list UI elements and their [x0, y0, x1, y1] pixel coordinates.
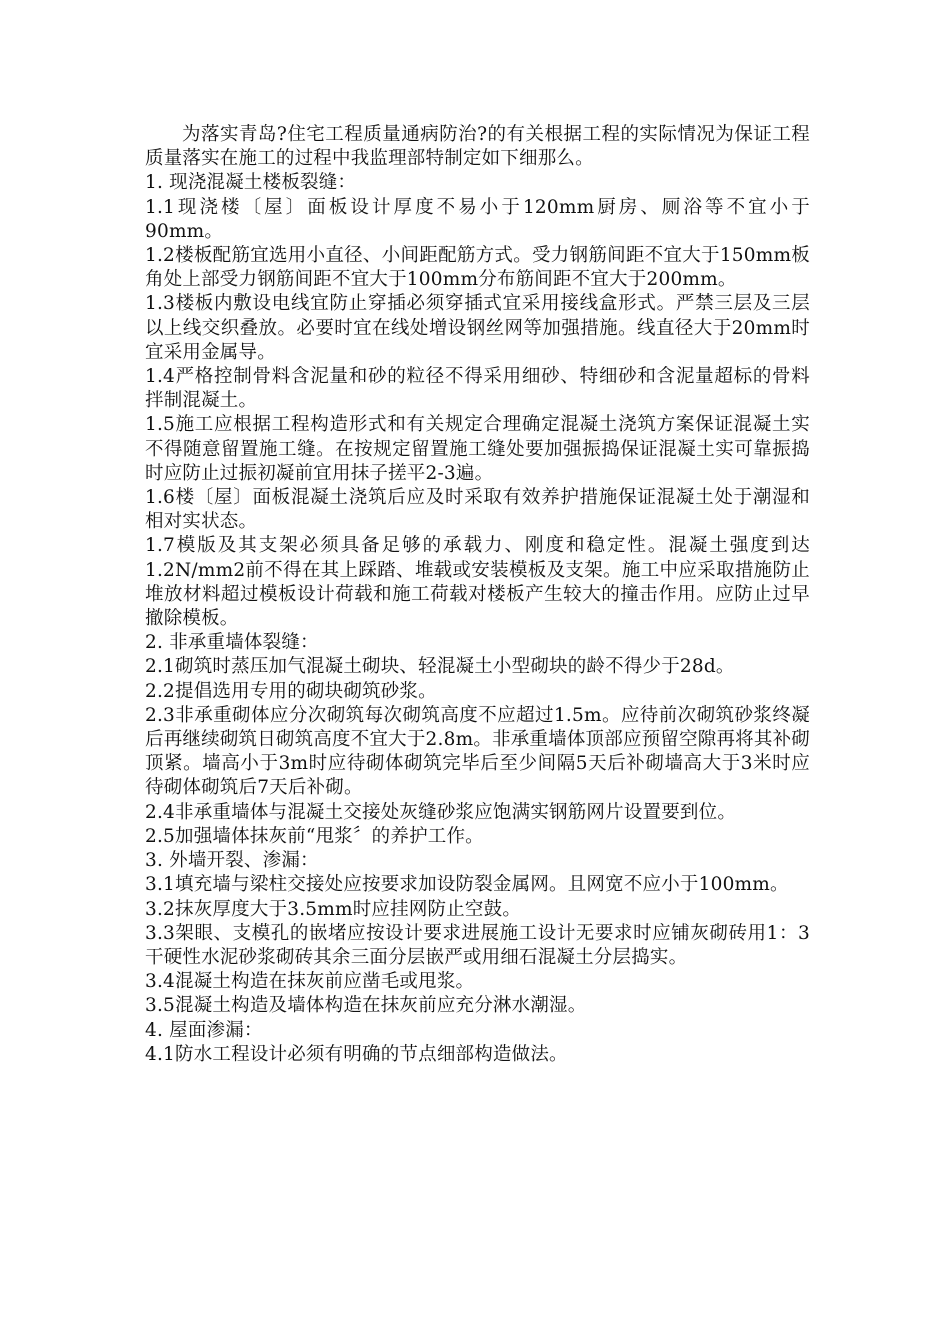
clause-3-5: 3.5混凝土构造及墙体构造在抹灰前应充分淋水潮湿。	[145, 995, 587, 1017]
clause-1-3: 1.3楼板内敷设电线宜防止穿插必须穿插式宜采用接线盒形式。严禁三层及三层以上线交织叠放。必要时宜在线处增设钢丝网等加强措施。线直径大于20mm时宜采用金属导。	[145, 293, 810, 363]
clause-1-6: 1.6楼〔屋〕面板混凝土浇筑后应及时采取有效养护措施保证混凝土处于潮湿和相对实状态。	[145, 487, 810, 533]
clause-4-1: 4.1防水工程设计必须有明确的节点细部构造做法。	[145, 1043, 568, 1065]
clause-2-3: 2.3非承重砌体应分次砌筑每次砌筑高度不应超过1.5m。应待前次砌筑砂浆终凝后再继续砌筑日砌筑高度不宜大于2.8m。非承重墙体顶部应预留空隙再将其补砌顶紧。墙高小于3m时应待砌体砌筑完毕后至少间隔5天后补砌墙高大于3米时应待砌体砌筑后7天后补砌。	[145, 704, 810, 799]
section-heading-3: 3. 外墙开裂、渗漏：	[145, 850, 319, 872]
clause-1-5: 1.5施工应根据工程构造形式和有关规定合理确定混凝土浇筑方案保证混凝土实不得随意留置施工缝。在按规定留置施工缝处要加强振捣保证混凝土实可靠振捣时应防止过振初凝前宜用抹子搓平2-3遍。	[145, 414, 810, 484]
intro-paragraph: 为落实青岛?住宅工程质量通病防治?的有关根据工程的实际情况为保证工程质量落实在施工的过程中我监理部特制定如下细那么。	[145, 124, 810, 170]
clause-2-1: 2.1砌筑时蒸压加气混凝土砌块、轻混凝土小型砌块的龄不得少于28d。	[145, 656, 735, 678]
clause-1-7: 1.7模版及其支架必须具备足够的承载力、刚度和稳定性。混凝土强度到达1.2N/mm2前不得在其上踩踏、堆载或安装模板及支架。施工中应采取措施防止堆放材料超过模板设计荷载和施工荷载对楼板产生较大的撞击作用。应防止过早撤除模板。	[145, 535, 810, 630]
clause-2-2: 2.2提倡选用专用的砌块砌筑砂浆。	[145, 680, 437, 702]
section-heading-2: 2. 非承重墙体裂缝：	[145, 632, 319, 654]
clause-3-1: 3.1填充墙与梁柱交接处应按要求加设防裂金属网。且网宽不应小于100mm。	[145, 874, 789, 896]
clause-3-4: 3.4混凝土构造在抹灰前应凿毛或甩浆。	[145, 971, 475, 993]
section-heading-1: 1. 现浇混凝土楼板裂缝：	[145, 172, 357, 194]
clause-3-3: 3.3架眼、支模孔的嵌堵应按设计要求进展施工设计无要求时应铺灰砌砖用1：3干硬性水泥砂浆砌砖其余三面分层嵌严或用细石混凝土分层捣实。	[145, 922, 810, 968]
clause-2-4: 2.4非承重墙体与混凝土交接处灰缝砂浆应饱满实钢筋网片设置要到位。	[145, 801, 737, 823]
section-heading-4: 4. 屋面渗漏：	[145, 1019, 263, 1041]
clause-3-2: 3.2抹灰厚度大于3.5mm时应挂网防止空鼓。	[145, 898, 522, 920]
clause-2-5: 2.5加强墙体抹灰前“甩浆〞的养护工作。	[145, 825, 484, 847]
document-body	[145, 123, 810, 1067]
clause-1-1: 1.1现浇楼〔屋〕面板设计厚度不易小于120mm厨房、厕浴等不宜小于90mm。	[145, 196, 810, 242]
clause-1-4: 1.4严格控制骨料含泥量和砂的粒径不得采用细砂、特细砂和含泥量超标的骨料拌制混凝土。	[145, 366, 810, 412]
clause-1-2: 1.2楼板配筋宜选用小直径、小间距配筋方式。受力钢筋间距不宜大于150mm板角处上部受力钢筋间距不宜大于100mm分布筋间距不宜大于200mm。	[145, 245, 810, 291]
